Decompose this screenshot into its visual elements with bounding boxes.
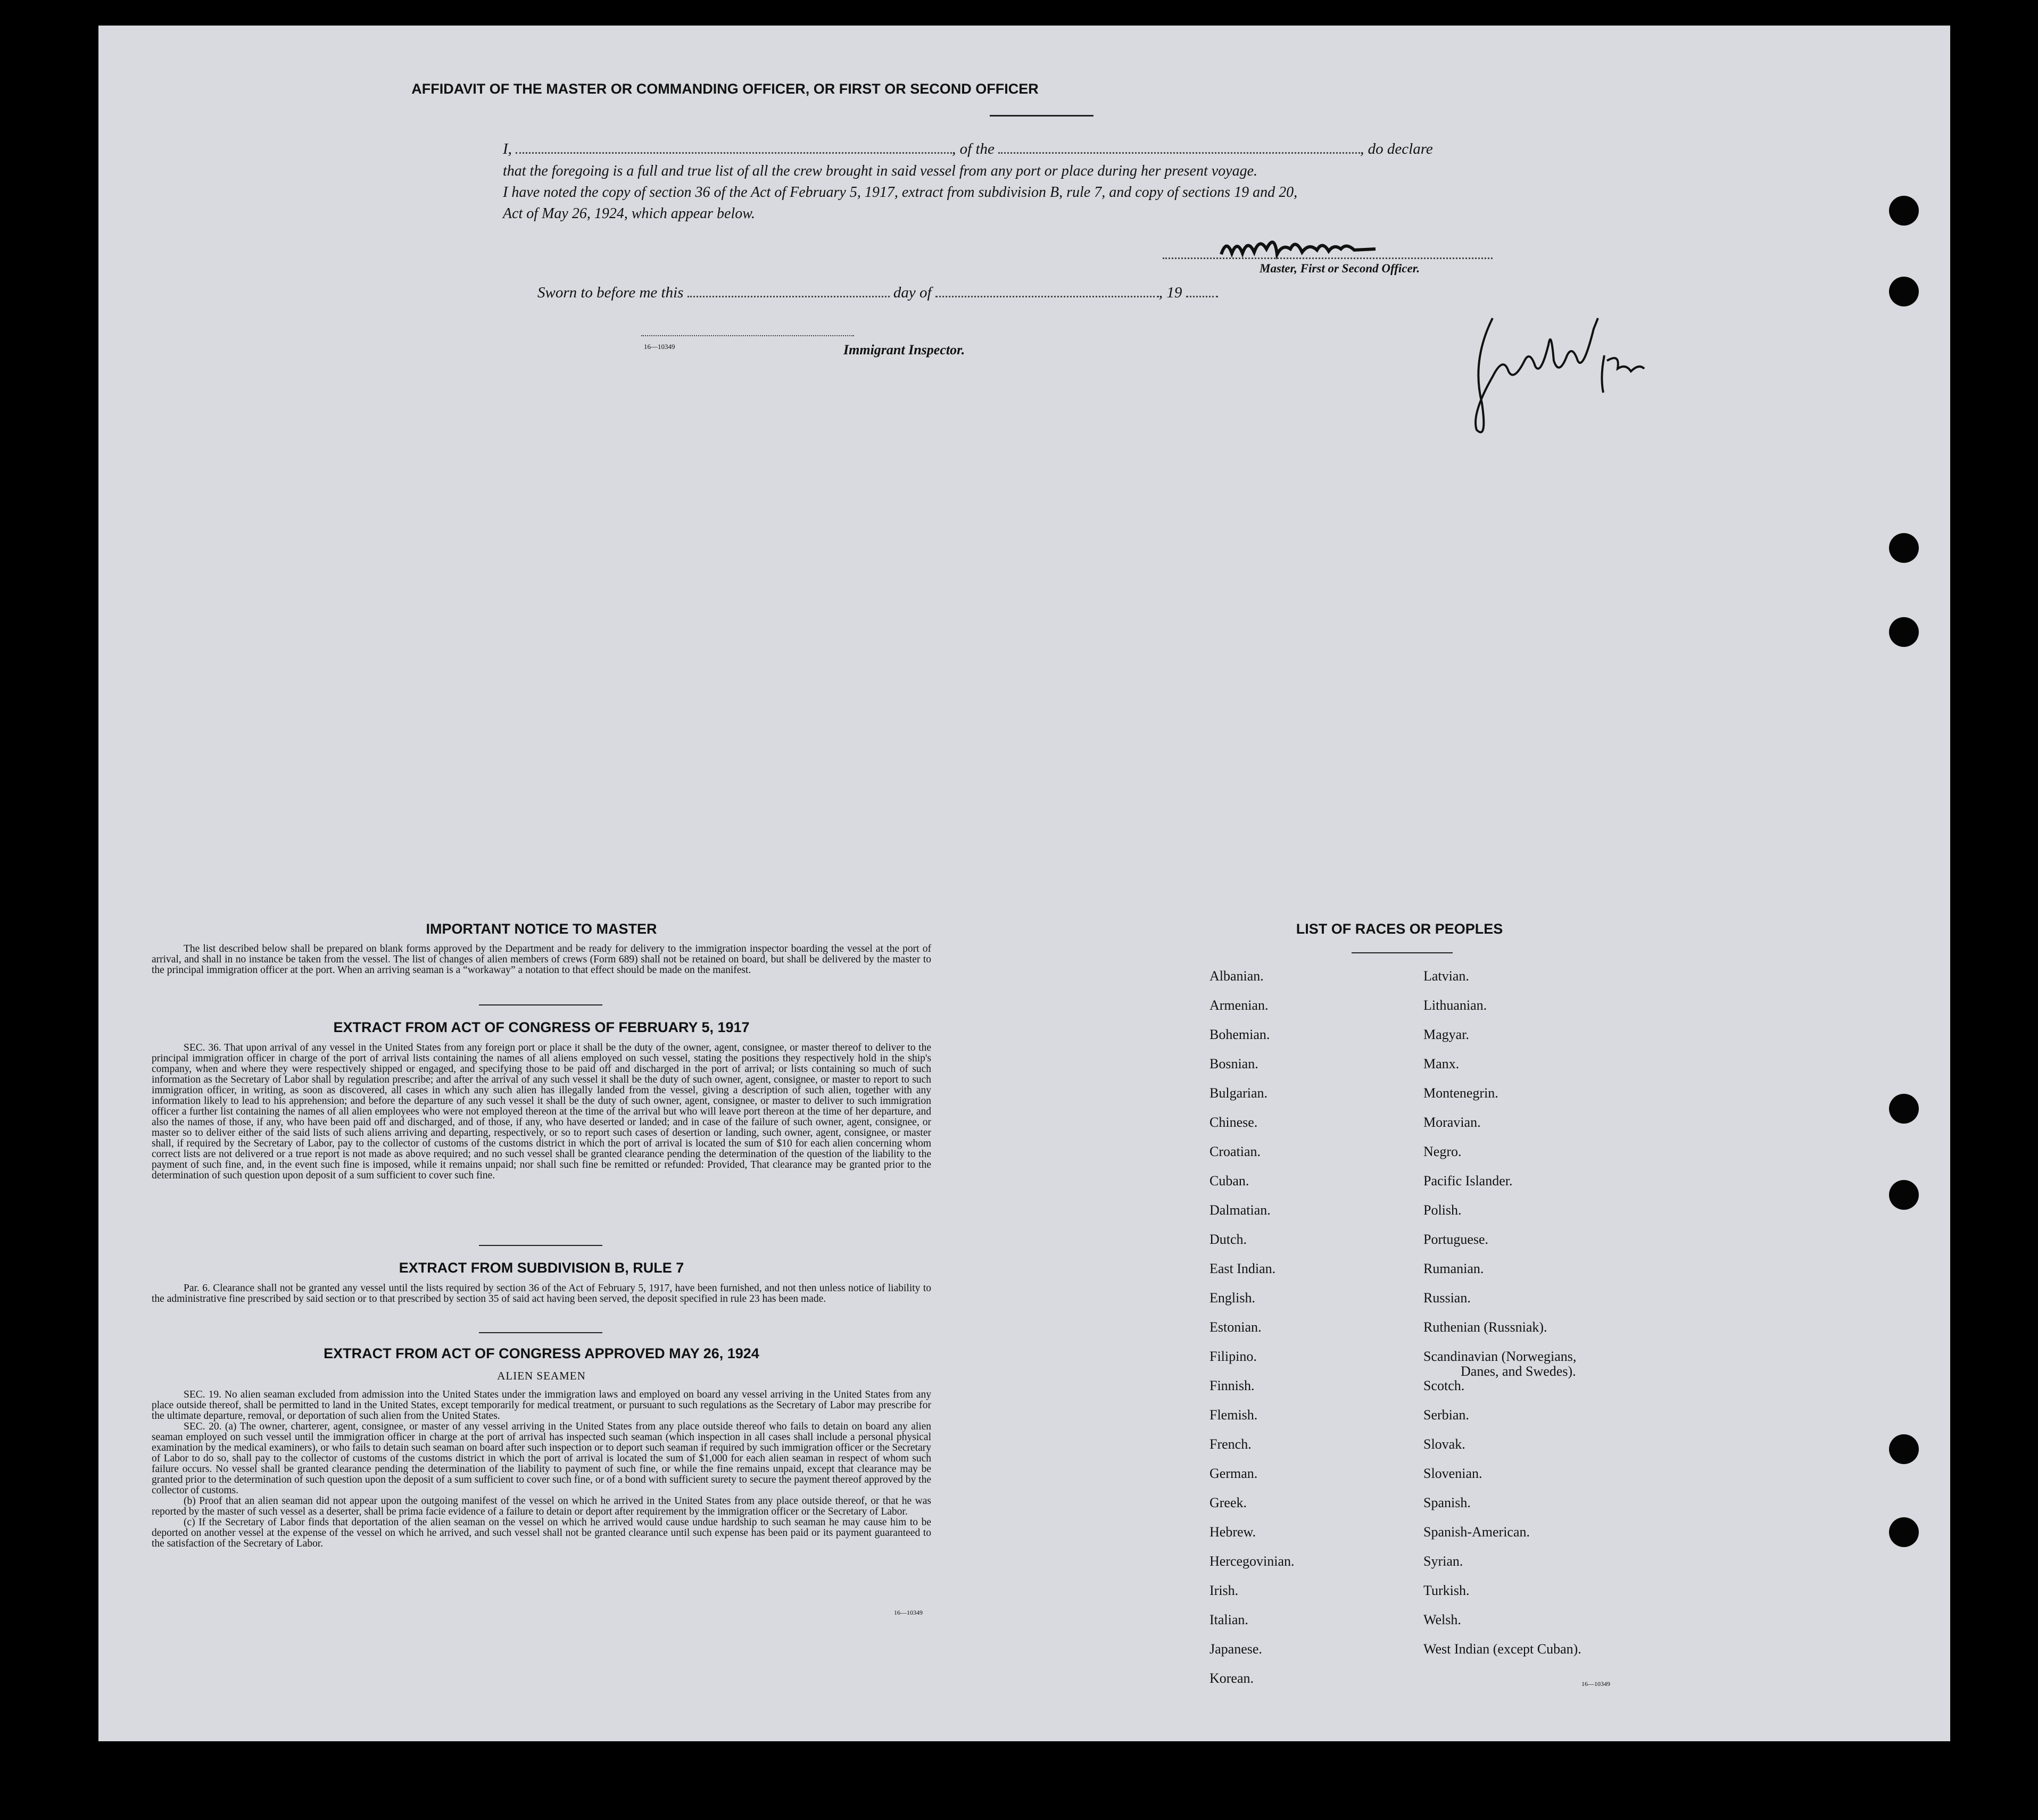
day-of-label: day of [893,284,932,301]
race-item: Hercegovinian. [1209,1553,1295,1569]
notice-title: IMPORTANT NOTICE TO MASTER [426,921,657,937]
race-item: Finnish. [1209,1378,1255,1393]
race-item: East Indian. [1209,1261,1276,1276]
declaration-text-1: that the foregoing is a full and true list of all the crew brought in said vessel from any port or place during her present voyage. [503,163,1258,179]
notice-text: The list described below shall be prepared on blank forms approved by the Department and be ready for delivery to the immigration inspector boarding the vessel at the port of arrival, and shall in no instance be taken from the vessel. The list of changes of alien members of crews (Form 689) shall not be retained on board, but shall be delivered by the master to the principal immigration officer at the port. When an arriving seaman is a “workaway” a notation to that effect should be made on the manifest. [152,943,931,976]
race-item: Scotch. [1423,1378,1465,1393]
binder-hole [1889,533,1919,563]
do-declare-label: , do declare [1360,140,1433,157]
race-item: Serbian. [1423,1407,1469,1423]
race-item: Negro. [1423,1144,1462,1159]
race-item: Pacific Islander. [1423,1173,1513,1189]
race-item: Latvian. [1423,968,1469,984]
race-item: Russian. [1423,1290,1471,1306]
binder-hole [1889,1434,1919,1464]
sec-20a-text: SEC. 20. (a) The owner, charterer, agent, consignee, or master of any vessel arriving in the United States from any place outside thereof who fails to detain on board any alien seaman employed on such vessel until the immigration officer in charge at the port of arrival has inspected such seaman (which inspection in all cases shall include a personal physical examination by the medical examiners), or who fails to detain such seaman on board after such inspection or to deport such seaman if required by such immigration officer or the Secretary of Labor to do so, shall pay to the collector of customs of the customs district in which the port of arrival is located the sum of $1,000 for each alien seaman in respect of whom such failure occurs. No vessel shall be granted clearance pending the determination of the liability to payment of such fine, or while the fine remains unpaid, except that clearance may be granted prior to the determination of such question upon the deposit of a sum sufficient to cover such fine, or of a bond with sufficient surety to secure the payment thereof approved by the collector of customs. [152,1421,931,1496]
race-item: French. [1209,1436,1252,1452]
race-item: English. [1209,1290,1255,1306]
name-field[interactable] [516,152,952,154]
race-item: Rumanian. [1423,1261,1484,1276]
race-item: West Indian (except Cuban). [1423,1641,1581,1657]
affidavit-title: AFFIDAVIT OF THE MASTER OR COMMANDING OFFICER, OR FIRST OR SECOND OFFICER [411,81,1039,97]
year-label: , 19 [1158,284,1182,301]
declaration-text-3: Act of May 26, 1924, which appear below. [503,205,755,222]
binder-hole [1889,1094,1919,1124]
signature-master-text [1163,233,1165,234]
month-field[interactable] [935,296,1159,297]
race-item: Hebrew. [1209,1524,1256,1540]
race-item: Armenian. [1209,998,1269,1013]
race-item: Ruthenian (Russniak). [1423,1319,1547,1335]
title-rule [990,115,1093,117]
day-field[interactable] [687,296,890,297]
alien-seamen-subtitle: ALIEN SEAMEN [497,1369,586,1382]
extract-1917-rule [479,1245,602,1246]
race-item: Montenegrin. [1423,1085,1498,1101]
form-number-top: 16—10349 [644,343,675,351]
binder-hole [1889,617,1919,647]
subdivision-b-title: EXTRACT FROM SUBDIVISION B, RULE 7 [399,1260,684,1276]
races-title: LIST OF RACES OR PEOPLES [1296,921,1503,937]
race-item: Bohemian. [1209,1027,1270,1042]
inspector-line [641,335,854,336]
race-item: Moravian. [1423,1115,1481,1130]
race-item: Polish. [1423,1202,1462,1218]
race-item: Welsh. [1423,1612,1461,1627]
sec-20c-text: (c) If the Secretary of Labor finds that deportation of the alien seaman on the vessel on which he arrived would cause undue hardship to such seaman he may cause him to be deported on another vessel at the expense of the vessel on which he arrived, and such vessel shall not be granted clearance until such expense has been paid or its payment guaranteed to the satisfaction of the Secretary of Labor. [152,1517,931,1549]
binder-hole [1889,1517,1919,1547]
master-signature [1163,233,1493,265]
extract-1917-text: SEC. 36. That upon arrival of any vessel in the United States from any foreign port or place it shall be the duty of the owner, agent, consignee, or master thereof to deliver to the principal immigration officer in charge of the port of arrival lists containing the names of all aliens employed on such vessel, stating the positions they respectively hold in the ship's company, when and where they were respectively shipped or engaged, and specifying those to be paid off and discharged in the port of arrival; or lists containing so much of such information as the Secretary of Labor shall by regulation prescribe; and after the arrival of any such vessel it shall be the duty of such owner, agent, consignee, or master to report to such immigration officer, in writing, as soon as discovered, all cases in which any such alien has illegally landed from the vessel, giving a description of such alien, together with any information likely to lead to his apprehension; and before the departure of any such vessel it shall be the duty of such owner, agent, consignee, or master to deliver to such immigration officer a further list containing the names of all alien employees who were not employed thereon at the time of the arrival but who will leave port thereon at the time of her departure, and also the names of those, if any, who have been paid off and discharged, and of those, if any, who have deserted or landed; and in case of the failure of such owner, agent, consignee, or master so to deliver either of the said lists of such aliens arriving and departing, respectively, or so to report such cases of desertion or landing, such owner, agent, consignee, or master shall, if required by the Secretary of Labor, pay to the collector of customs of the customs district in which the port of arrival is located the sum of $10 for each alien concerning whom correct lists are not delivered or a true report is not made as above required; and no such vessel shall be granted clearance pending the determination of the question of the liability to the payment of such fine, and, in the event such fine is imposed, while it remains unpaid; nor shall such fine be remitted or refunded: Provided, That clearance may be granted prior to the determination of such question upon deposit of a sum sufficient to cover such fine. [152,1042,931,1181]
race-item: Cuban. [1209,1173,1249,1189]
race-item: Portuguese. [1423,1232,1489,1247]
i-label: I, [503,140,512,157]
binder-hole [1889,196,1919,226]
sec-19-text: SEC. 19. No alien seaman excluded from admission into the United States under the immigration laws and employed on board any vessel arriving in the United States from any place outside thereof, shall be permitted to land in the United States, except temporarily for medical treatment, or pursuant to such regulations as the Secretary of Labor may prescribe for the ultimate departure, removal, or deportation of such alien from the United States. [152,1389,931,1422]
races-rule [1352,952,1453,953]
race-item: Bosnian. [1209,1056,1258,1071]
race-item: Korean. [1209,1671,1254,1686]
race-item: Dalmatian. [1209,1202,1271,1218]
signature-inspector-mark [1461,297,1652,456]
race-item: Flemish. [1209,1407,1258,1423]
race-item: Syrian. [1423,1553,1463,1569]
inspector-signature [1461,297,1652,456]
race-item: Slovenian. [1423,1466,1482,1481]
race-item: Slovak. [1423,1436,1465,1452]
race-item: Croatian. [1209,1144,1261,1159]
race-item: Albanian. [1209,968,1264,984]
sworn-label: Sworn to before me this [537,284,684,301]
subdivision-b-rule [479,1332,602,1333]
race-item: Greek. [1209,1495,1247,1510]
officer-label: Master, First or Second Officer. [1260,262,1420,275]
extract-1917-title: EXTRACT FROM ACT OF CONGRESS OF FEBRUARY 5, 1917 [333,1019,750,1035]
extract-1924-title: EXTRACT FROM ACT OF CONGRESS APPROVED MAY 26, 1924 [324,1345,759,1361]
declaration-text-2: I have noted the copy of section 36 of the Act of February 5, 1917, extract from subdivision B, rule 7, and copy of sections 19 and 20, [503,184,1298,201]
form-sheet [98,26,1950,1741]
subdivision-b-text: Par. 6. Clearance shall not be granted any vessel until the lists required by section 36 of the Act of February 5, 1917, have been furnished, and not then unless notice of liability to the administrative fine prescribed by said section or to that prescribed by section 35 of said act having been served, the deposit specified in rule 23 has been made. [152,1283,931,1304]
race-item: Italian. [1209,1612,1248,1627]
race-item: Bulgarian. [1209,1085,1268,1101]
race-item: German. [1209,1466,1258,1481]
sec-20b-text: (b) Proof that an alien seaman did not appear upon the outgoing manifest of the vessel on which he arrived in the United States from any place outside thereof, or that he was reported by the master of such vessel as a deserter, shall be prima facie evidence of a failure to detain or deport after requirement by the immigration officer or the Secretary of Labor. [152,1495,931,1517]
binder-hole [1889,277,1919,306]
extract-1917-block [152,1043,931,1181]
sworn-line [537,284,1218,302]
signature-line [1163,257,1493,259]
race-item: Irish. [1209,1583,1239,1598]
race-item: Manx. [1423,1056,1460,1071]
form-number-bottom-left: 16—10349 [894,1609,923,1616]
race-item: Turkish. [1423,1583,1470,1598]
race-item: Spanish. [1423,1495,1471,1510]
race-item: Scandinavian (Norwegians, [1423,1349,1577,1364]
race-item: Spanish-American. [1423,1524,1530,1540]
race-item: Dutch. [1209,1232,1247,1247]
race-item: Estonian. [1209,1319,1262,1335]
inspector-label: Immigrant Inspector. [843,342,965,358]
race-item: Lithuanian. [1423,998,1487,1013]
race-item: Japanese. [1209,1641,1262,1657]
extract-1924-block [152,1390,931,1549]
form-number-bottom-right: 16—10349 [1581,1680,1610,1688]
declaration-line [503,140,1433,158]
race-item: Magyar. [1423,1027,1469,1042]
subdivision-b-block [152,1283,931,1304]
race-item: Chinese. [1209,1115,1258,1130]
binder-hole [1889,1180,1919,1210]
notice-block [152,944,931,976]
signature-master-mark [1163,233,1493,265]
of-the-label: , of the [952,140,995,157]
notice-rule [479,1004,602,1005]
year-field[interactable] [1186,296,1218,297]
race-item: Danes, and Swedes). [1461,1364,1576,1379]
vessel-field[interactable] [998,152,1360,154]
race-item: Filipino. [1209,1349,1257,1364]
